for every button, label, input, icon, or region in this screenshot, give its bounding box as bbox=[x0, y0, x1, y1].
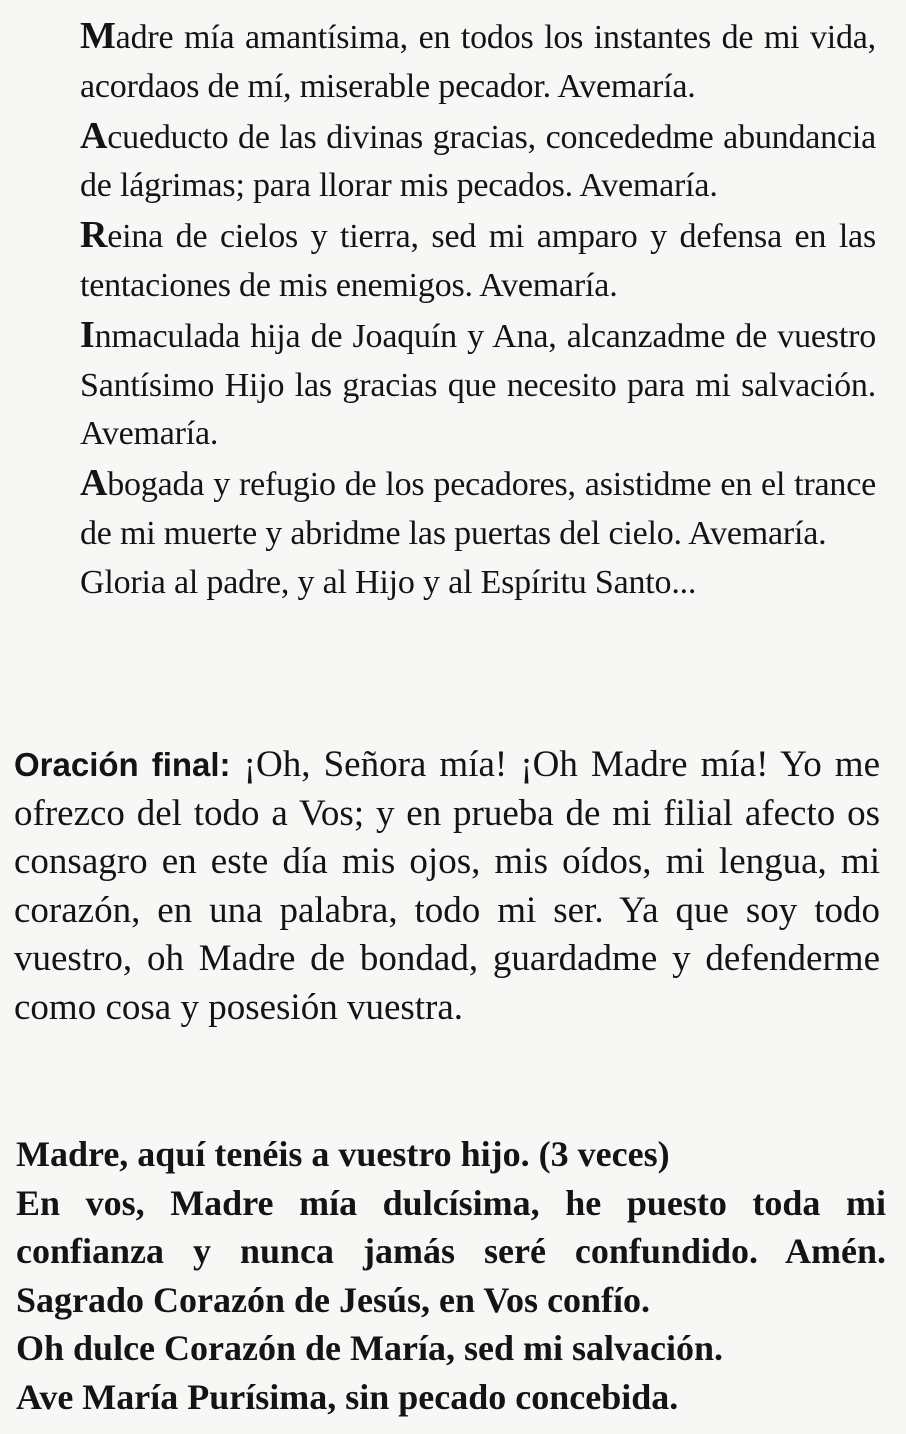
drop-initial: I bbox=[80, 313, 95, 356]
invocation-text: adre mía amantísima, en todos los instantes de mi vida, acordaos de mí, miserable pecador. Avemaría. bbox=[80, 19, 876, 105]
invocation-text: nmaculada hija de Joaquín y Ana, alcanzadme de vuestro Santísimo Hijo las gracias que necesito para mi salvación. Avemaría. bbox=[80, 317, 876, 453]
drop-initial: A bbox=[80, 114, 108, 157]
closing-line-5: Oh dulce Corazón de María, sed mi salvación. bbox=[16, 1328, 723, 1369]
closing-line-2: En vos, Madre mía dulcísima, he puesto toda mi bbox=[16, 1182, 886, 1223]
closing-line-6: Ave María Purísima, sin pecado concebida. bbox=[16, 1376, 679, 1417]
drop-initial: R bbox=[80, 214, 108, 257]
litany-invocation-4 bbox=[80, 311, 876, 459]
final-prayer-paragraph bbox=[14, 741, 880, 1032]
litany-invocation-5 bbox=[80, 459, 876, 559]
litany-invocation-2 bbox=[80, 112, 876, 212]
drop-initial: A bbox=[80, 462, 108, 505]
gloria-line: Gloria al padre, y al Hijo y al Espíritu Santo... bbox=[80, 563, 697, 601]
invocation-text: eina de cielos y tierra, sed mi amparo y defensa en las tentaciones de mis enemigos. Avemaría. bbox=[80, 218, 876, 304]
closing-line-3: confianza y nunca jamás seré confundido. Amén. bbox=[16, 1231, 886, 1272]
final-prayer-label: Oración final: bbox=[14, 746, 231, 783]
final-prayer-text: ¡Oh, Señora mía! ¡Oh Madre mía! Yo me ofrezco del todo a Vos; y en prueba de mi filial afecto os consagro en este día mis ojos, mis oídos, mi lengua, mi corazón, en una palabra, todo mi ser. Ya que soy todo vuestro, oh Madre de bondad, guardadme y defenderme como cosa y posesión vuestra. bbox=[14, 744, 881, 1028]
invocation-text: bogada y refugio de los pecadores, asistidme en el trance de mi muerte y abridme las puertas del cielo. Avemaría. bbox=[80, 466, 876, 552]
closing-line-1: Madre, aquí tenéis a vuestro hijo. (3 veces) bbox=[16, 1134, 670, 1174]
litany-section bbox=[80, 12, 876, 608]
litany-invocation-1 bbox=[80, 12, 876, 112]
drop-initial: M bbox=[80, 15, 116, 57]
invocation-text: cueducto de las divinas gracias, concededme abundancia de lágrimas; para llorar mis pecados. Avemaría. bbox=[80, 118, 876, 205]
closing-line-4: Sagrado Corazón de Jesús, en Vos confío. bbox=[16, 1279, 651, 1320]
closing-invocations bbox=[16, 1130, 886, 1422]
final-prayer-section bbox=[14, 741, 880, 1032]
litany-invocation-3 bbox=[80, 211, 876, 311]
